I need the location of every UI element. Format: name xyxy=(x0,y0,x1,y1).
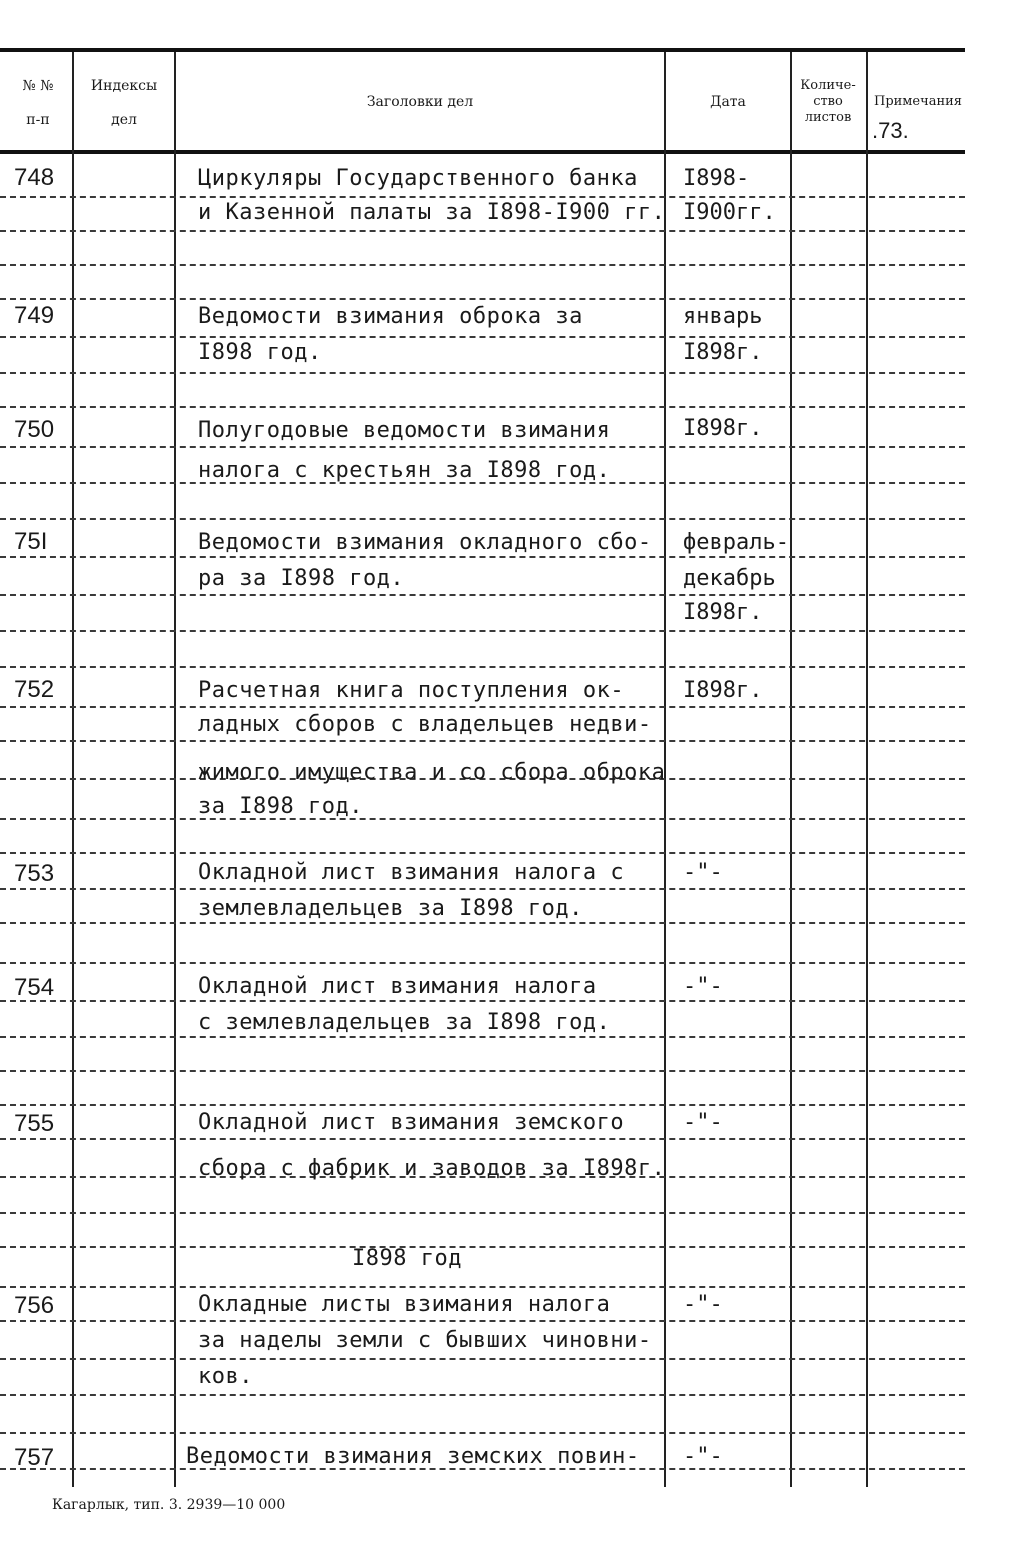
rule-line xyxy=(0,852,965,854)
column-divider xyxy=(174,52,176,1487)
entry-title-line: налога с крестьян за I898 год. xyxy=(198,458,611,483)
entry-date: -"- xyxy=(683,1110,723,1135)
rule-line xyxy=(0,1104,965,1106)
entry-date: I900гг. xyxy=(683,200,776,225)
header-count-line: листов xyxy=(804,110,852,125)
entry-date: I898г. xyxy=(683,600,763,625)
header-count-line: ство xyxy=(813,94,843,109)
rule-line xyxy=(0,1000,965,1002)
rule-line xyxy=(0,264,965,266)
entry-number: 752 xyxy=(14,676,55,703)
rule-line xyxy=(0,1138,965,1140)
header-count xyxy=(792,78,864,126)
entry-number: 750 xyxy=(14,416,55,443)
entry-date: I898г. xyxy=(683,340,763,365)
rule-line xyxy=(0,298,965,300)
entry-number: 757 xyxy=(14,1444,55,1471)
entry-title-line: ладных сборов с владельцев недви- xyxy=(198,712,652,737)
sheet-number: .73. xyxy=(872,118,909,143)
entry-title-line: Ведомости взимания оброка за xyxy=(198,304,583,329)
header-index-label: Индексы xyxy=(90,78,158,94)
column-divider xyxy=(866,52,868,1487)
entry-title-line: за I898 год. xyxy=(198,794,363,819)
entry-date: январь xyxy=(683,304,763,329)
header-index-sub: дел xyxy=(111,112,137,128)
rule-line xyxy=(0,1212,965,1214)
rule-line xyxy=(0,518,965,520)
rule-line xyxy=(0,818,965,820)
entry-date: -"- xyxy=(683,860,723,885)
rule-line xyxy=(0,372,965,374)
entry-title-line: Расчетная книга поступления ок- xyxy=(198,678,625,703)
rule-line xyxy=(0,666,965,668)
entry-date: I898- xyxy=(683,166,750,191)
entry-number: 755 xyxy=(14,1110,55,1137)
rule-line xyxy=(0,594,965,596)
entry-number: 748 xyxy=(14,164,55,191)
entry-title-line: Окладной лист взимания налога xyxy=(198,974,597,999)
rule-line xyxy=(0,1246,965,1248)
section-heading: I898 год xyxy=(352,1246,462,1271)
entry-title-line: I898 год. xyxy=(198,340,322,365)
entry-title-line: Полугодовые ведомости взимания xyxy=(198,418,611,443)
entry-title-line: Ведомости взимания окладного сбо- xyxy=(198,530,652,555)
rule-line xyxy=(0,1394,965,1396)
rule-line xyxy=(0,1432,965,1434)
rule-line xyxy=(0,740,965,742)
header-num-sub: п-п xyxy=(26,112,50,128)
entry-title-line: и Казенной палаты за I898-I900 гг. xyxy=(198,200,666,225)
rule-line xyxy=(0,1070,965,1072)
column-divider xyxy=(790,52,792,1487)
entry-title-line: жимого имущества и со сбора оброка xyxy=(198,760,666,785)
rule-line xyxy=(0,406,965,408)
entry-number: 75I xyxy=(14,528,48,555)
header-index xyxy=(78,78,170,128)
entry-date: декабрь xyxy=(683,566,776,591)
rule-line xyxy=(0,196,965,198)
entry-title-line: Окладной лист взимания налога с xyxy=(198,860,625,885)
entry-date: I898г. xyxy=(683,678,763,703)
rule-line xyxy=(0,230,965,232)
column-divider xyxy=(72,52,74,1487)
header-num-label: № № xyxy=(22,78,54,94)
entry-date: -"- xyxy=(683,1444,723,1469)
entry-date: -"- xyxy=(683,974,723,999)
entry-title-line: сбора с фабрик и заводов за I898г. xyxy=(198,1156,666,1181)
printer-imprint: Кагарлык, тип. 3. 2939—10 000 xyxy=(52,1497,286,1513)
header-bottom-border xyxy=(0,150,965,154)
rule-line xyxy=(0,706,965,708)
rule-line xyxy=(0,962,965,964)
entry-number: 754 xyxy=(14,974,55,1001)
entry-date: -"- xyxy=(683,1292,723,1317)
header-count-line: Количе- xyxy=(800,78,856,93)
rule-line xyxy=(0,1036,965,1038)
rule-line xyxy=(0,1320,965,1322)
rule-line xyxy=(0,336,965,338)
rule-line xyxy=(0,1286,965,1288)
entry-title-line: ра за I898 год. xyxy=(198,566,405,591)
entry-title-line: за наделы земли с бывших чиновни- xyxy=(198,1328,652,1353)
header-title: Заголовки дел xyxy=(366,94,474,110)
entry-title-line: с землевладельцев за I898 год. xyxy=(198,1010,611,1035)
header-notes: Примечания xyxy=(873,94,962,109)
entry-title-line: Окладной лист взимания земского xyxy=(198,1110,625,1135)
rule-line xyxy=(0,446,965,448)
entry-number: 756 xyxy=(14,1292,55,1319)
rule-line xyxy=(0,556,965,558)
header-date: Дата xyxy=(710,94,746,110)
entry-title-line: ков. xyxy=(198,1364,253,1389)
entry-date: I898г. xyxy=(683,416,763,441)
entry-title-line: Циркуляры Государственного банка xyxy=(198,166,638,191)
entry-number: 753 xyxy=(14,860,55,887)
rule-line xyxy=(0,1358,965,1360)
rule-line xyxy=(0,888,965,890)
rule-line xyxy=(0,630,965,632)
rule-line xyxy=(0,922,965,924)
entry-title-line: Окладные листы взимания налога xyxy=(198,1292,611,1317)
entry-title-line: Ведомости взимания земских повин- xyxy=(186,1444,640,1469)
header-num xyxy=(8,78,68,128)
entry-number: 749 xyxy=(14,302,55,329)
entry-date: февраль- xyxy=(683,530,789,555)
table-top-border xyxy=(0,48,965,52)
entry-title-line: землевладельцев за I898 год. xyxy=(198,896,583,921)
